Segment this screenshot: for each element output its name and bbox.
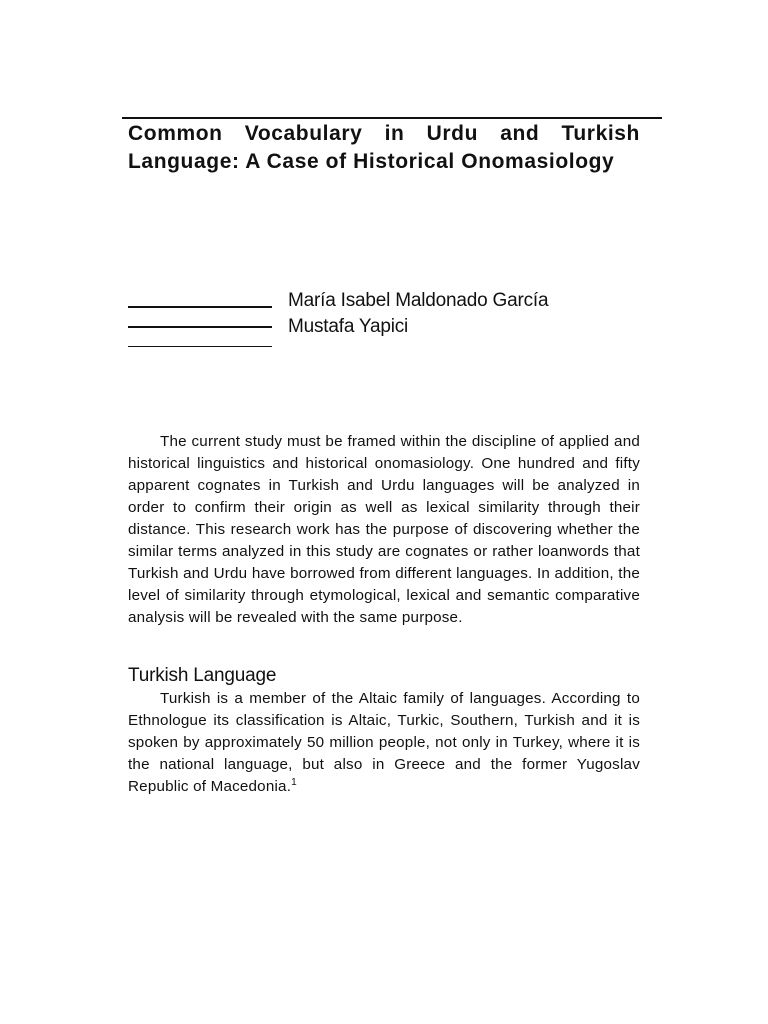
author-rules — [128, 306, 272, 365]
author-name: Mustafa Yapici — [288, 316, 409, 337]
section-paragraph-text: Turkish is a member of the Altaic family of languages. According to Ethnologue its classification is Altaic, Turkic, Southern, Turkish and it is spoken by approximately 50 million people, not only in Turkey, where it is the national language, but also in Greece and the former Yugoslav Republic of Macedonia. — [128, 690, 640, 795]
footnote-reference[interactable]: 1 — [291, 776, 297, 788]
title-top-rule — [122, 117, 662, 119]
section-heading: Turkish Language — [128, 665, 277, 686]
author-rule-1 — [128, 306, 272, 308]
abstract-paragraph: The current study must be framed within the discipline of applied and historical linguistics and historical onomasiology. One hundred and fifty apparent cognates in Turkish and Urdu languages will be analyzed in order to confirm their origin as well as lexical similarity through their distance. This research work has the purpose of discovering whether the similar terms analyzed in this study are cognates or rather loanwords that Turkish and Urdu have borrowed from different languages. In addition, the level of similarity through etymological, lexical and semantic comparative analysis will be revealed with the same purpose. — [128, 433, 640, 626]
author-list — [288, 288, 548, 340]
author-rule-3 — [128, 346, 272, 347]
section-paragraph — [128, 688, 640, 798]
author-name: María Isabel Maldonado García — [288, 290, 549, 311]
paper-title: Common Vocabulary in Urdu and Turkish Language: A Case of Historical Onomasiology — [128, 122, 640, 173]
author-rule-2 — [128, 326, 272, 328]
